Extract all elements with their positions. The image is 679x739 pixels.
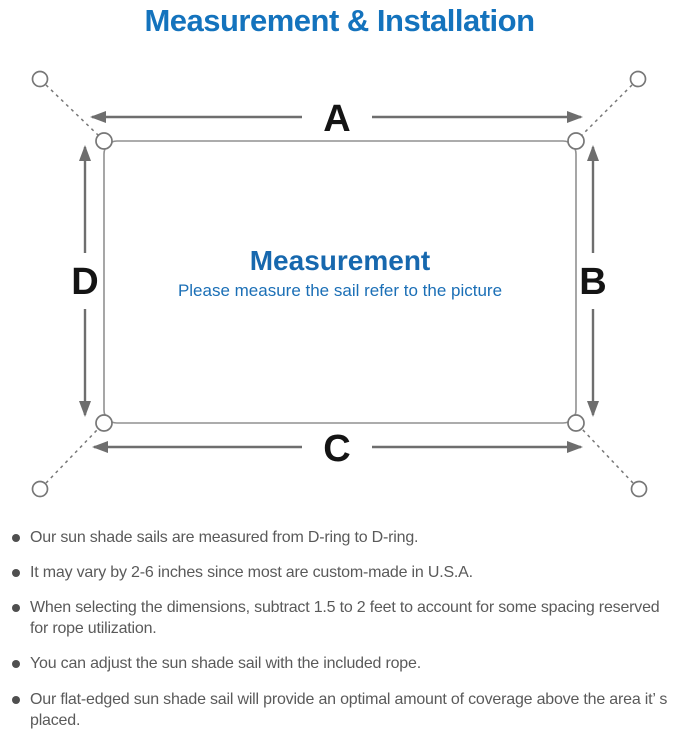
guy-line-top-left [46,85,98,135]
bullet-icon [12,604,20,612]
dimension-label-b: B [579,261,607,303]
d-ring-top-right [568,133,584,149]
guy-line-top-right [582,85,632,135]
list-item [12,689,675,731]
center-heading: Measurement [249,245,431,276]
bullet-icon [12,534,20,542]
d-ring-bottom-right [568,415,584,431]
bullet-icon [12,696,20,704]
dimension-arrow-a [92,98,581,140]
dimension-arrow-d [71,147,98,415]
anchor-point-top-left [33,72,48,87]
dimension-label-a: A [323,98,351,140]
dimension-arrow-b [579,147,606,415]
bullet-icon [12,660,20,668]
note-text: You can adjust the sun shade sail with the included rope. [30,655,421,673]
center-subheading: Please measure the sail refer to the picture [177,281,503,300]
list-item [12,527,675,548]
d-ring-top-left [96,133,112,149]
d-ring-bottom-left [96,415,112,431]
dimension-label-d: D [71,261,99,303]
dimension-label-c: C [323,428,351,470]
dimension-arrow-c [94,428,581,470]
list-item [12,562,675,583]
note-text: Our flat-edged sun shade sail will provide an optimal amount of coverage above the area it’ s placed. [30,690,668,729]
guy-line-bottom-right [582,429,633,483]
page-title: Measurement & Installation [144,3,535,38]
guy-line-bottom-left [46,429,98,483]
anchor-point-top-right [631,72,646,87]
anchor-point-bottom-left [33,482,48,497]
anchor-point-bottom-right [632,482,647,497]
note-text: When selecting the dimensions, subtract 1.5 to 2 feet to account for some spacing reserved for rope utilization. [30,599,660,638]
note-text: Our sun shade sails are measured from D-ring to D-ring. [30,529,419,546]
list-item [12,597,675,639]
list-item [12,653,675,674]
notes-list [0,527,679,731]
note-text: It may vary by 2-6 inches since most are custom-made in U.S.A. [30,564,473,582]
bullet-icon [12,569,20,577]
